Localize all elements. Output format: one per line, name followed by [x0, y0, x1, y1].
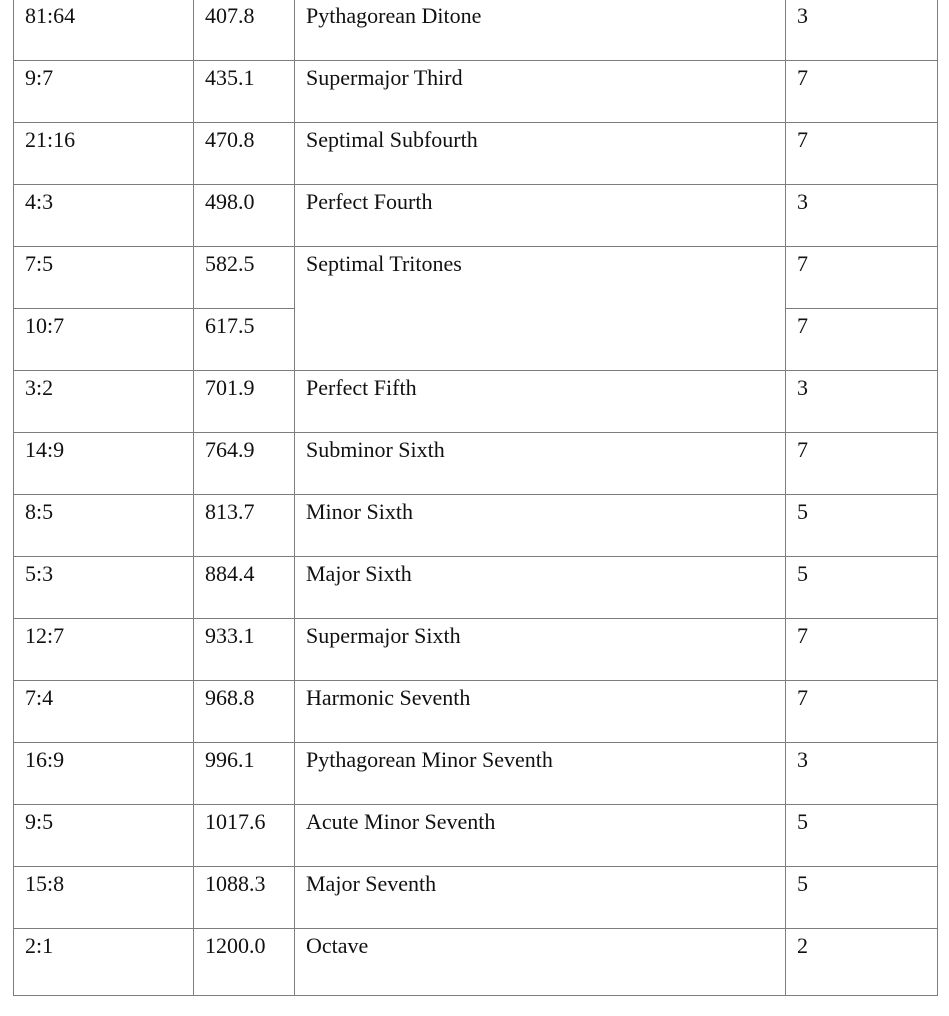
table-row [14, 681, 938, 743]
cents-cell: 933.1 [194, 619, 295, 681]
interval-name-cell: Octave [295, 929, 786, 996]
prime-limit-cell: 5 [786, 867, 938, 929]
interval-name-cell: Septimal Subfourth [295, 123, 786, 185]
ratio-cell: 9:5 [14, 805, 194, 867]
interval-name-cell: Minor Sixth [295, 495, 786, 557]
cents-cell: 884.4 [194, 557, 295, 619]
table-row [14, 743, 938, 805]
interval-name-cell: Harmonic Seventh [295, 681, 786, 743]
ratio-cell: 10:7 [14, 309, 194, 371]
cents-cell: 764.9 [194, 433, 295, 495]
table-row [14, 557, 938, 619]
ratio-cell: 4:3 [14, 185, 194, 247]
cents-cell: 701.9 [194, 371, 295, 433]
prime-limit-cell: 3 [786, 0, 938, 61]
prime-limit-cell: 7 [786, 123, 938, 185]
prime-limit-cell: 7 [786, 433, 938, 495]
interval-name-cell: Supermajor Third [295, 61, 786, 123]
interval-name-cell: Perfect Fifth [295, 371, 786, 433]
ratio-cell: 16:9 [14, 743, 194, 805]
ratio-cell: 15:8 [14, 867, 194, 929]
cents-cell: 813.7 [194, 495, 295, 557]
interval-name-cell: Major Sixth [295, 557, 786, 619]
table-row [14, 433, 938, 495]
table-row [14, 929, 938, 996]
cents-cell: 996.1 [194, 743, 295, 805]
prime-limit-cell: 7 [786, 309, 938, 371]
table-row [14, 805, 938, 867]
ratio-cell: 12:7 [14, 619, 194, 681]
table-row [14, 61, 938, 123]
ratio-cell: 7:4 [14, 681, 194, 743]
interval-name-cell: Supermajor Sixth [295, 619, 786, 681]
cents-cell: 1088.3 [194, 867, 295, 929]
ratio-cell: 14:9 [14, 433, 194, 495]
cents-cell: 435.1 [194, 61, 295, 123]
prime-limit-cell: 5 [786, 805, 938, 867]
prime-limit-cell: 2 [786, 929, 938, 996]
table-row [14, 185, 938, 247]
ratio-cell: 21:16 [14, 123, 194, 185]
cents-cell: 470.8 [194, 123, 295, 185]
cents-cell: 1017.6 [194, 805, 295, 867]
prime-limit-cell: 7 [786, 681, 938, 743]
prime-limit-cell: 3 [786, 185, 938, 247]
prime-limit-cell: 5 [786, 557, 938, 619]
table-row [14, 0, 938, 61]
prime-limit-cell: 7 [786, 61, 938, 123]
interval-name-cell: Septimal Tritones [295, 247, 786, 371]
prime-limit-cell: 3 [786, 743, 938, 805]
table-row [14, 371, 938, 433]
interval-name-cell: Acute Minor Seventh [295, 805, 786, 867]
cents-cell: 1200.0 [194, 929, 295, 996]
prime-limit-cell: 7 [786, 619, 938, 681]
cents-cell: 582.5 [194, 247, 295, 309]
interval-name-cell: Subminor Sixth [295, 433, 786, 495]
interval-name-cell: Major Seventh [295, 867, 786, 929]
ratio-cell: 3:2 [14, 371, 194, 433]
table-row [14, 247, 938, 309]
ratio-cell: 7:5 [14, 247, 194, 309]
ratio-cell: 81:64 [14, 0, 194, 61]
table-row [14, 619, 938, 681]
cents-cell: 968.8 [194, 681, 295, 743]
interval-name-cell: Pythagorean Minor Seventh [295, 743, 786, 805]
prime-limit-cell: 7 [786, 247, 938, 309]
ratio-cell: 9:7 [14, 61, 194, 123]
cents-cell: 498.0 [194, 185, 295, 247]
interval-name-cell: Perfect Fourth [295, 185, 786, 247]
prime-limit-cell: 5 [786, 495, 938, 557]
table-row [14, 867, 938, 929]
cents-cell: 617.5 [194, 309, 295, 371]
table-row [14, 123, 938, 185]
interval-table [13, 0, 938, 996]
table-row [14, 495, 938, 557]
ratio-cell: 8:5 [14, 495, 194, 557]
prime-limit-cell: 3 [786, 371, 938, 433]
cents-cell: 407.8 [194, 0, 295, 61]
ratio-cell: 5:3 [14, 557, 194, 619]
ratio-cell: 2:1 [14, 929, 194, 996]
interval-name-cell: Pythagorean Ditone [295, 0, 786, 61]
